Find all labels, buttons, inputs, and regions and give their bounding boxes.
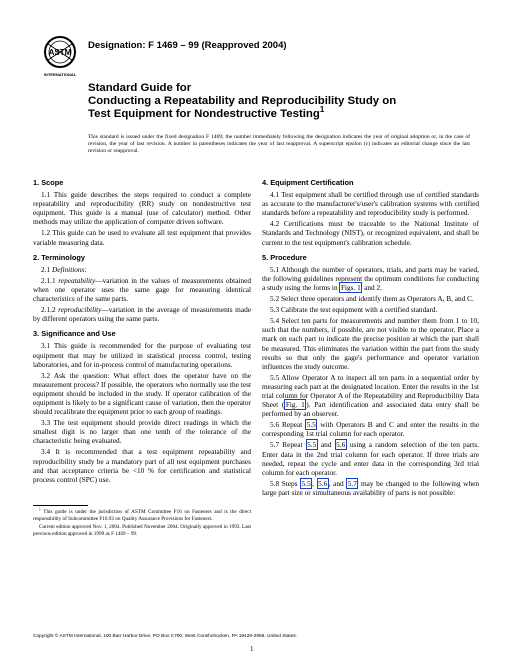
copyright-notice: Copyright © ASTM International, 100 Barr Harbor Drive, PO Box C700, West Conshohocken, PA 19428-2959, United States. — [33, 634, 298, 639]
fig-1-link[interactable]: Fig. 1 — [285, 400, 305, 410]
proc-5-5-text: 5.5 Allow Operator A to inspect all ten parts in a sequential order by measuring each part at the designated location. Enter the results in the 1st trial column for Operator A of the Repeatability and Reproducibility Data Sheet ( — [262, 372, 479, 410]
footnote-1-mark: 1 — [39, 507, 41, 512]
ref-5-5-link[interactable]: 5.5 — [301, 478, 311, 488]
sig-3-3: 3.3 The test equipment should provide direct readings in which the smallest digit is no larger than one tenth of the tolerance of the characteristic being evaluated. — [33, 418, 251, 446]
proc-5-8-and: , and — [328, 478, 347, 488]
footnote-rule — [33, 505, 88, 506]
sig-3-2: 3.2 Ask the question: What effect does the operator have on the measurement process? If possible, the operators who normally use the test equipment should be included in the study. If operator calibration of the equipment is likely to be a significant cause of variation, then the operator should recalibrate the equipment prior to each group of readings. — [33, 370, 251, 417]
term-reproducibility: reproducibility — [58, 305, 102, 315]
figs-1-link[interactable]: Figs. 1 — [340, 282, 361, 292]
cert-4-1: 4.1 Test equipment shall be certified through use of certified standards as accurate to the manufacturer's/user's calibration systems with certified standards before a repeatability and reproducibility study is performed. — [262, 190, 479, 218]
proc-5-7-tail: using a random selection of the ten parts. Enter data in the 2nd trial column for each operator. If three trials are needed, repeat the cycle and enter data in the corresponding 3rd trial column for each operator. — [262, 440, 479, 477]
ref-5-6-link[interactable]: 5.6 — [318, 478, 328, 488]
right-column — [262, 178, 479, 499]
proc-5-8-comma: , — [312, 478, 317, 488]
procedure-heading: 5. Procedure — [262, 252, 307, 262]
sig-3-1: 3.1 This guide is recommended for the purpose of evaluating test equipment that may be utilized in statistical process control, testing laboratories, and for in-process control of manufacturing operations. — [33, 341, 251, 369]
footnote-2: Current edition approved Nov. 1, 2004. Published November 2004. Originally approved in 1993. Last previous edition approved in 1999 as F 1469 – 99. — [33, 524, 251, 537]
proc-5-4: 5.4 Select ten parts for measurements and number them from 1 to 10, such that the numbers, if possible, are not visible to the operator. Place a mark on each part to indicate the precise position at which the part shall be measured. This eliminates the variation within the part from the study results so that only the gage's performance and operator variation influences the study outcome. — [262, 316, 479, 371]
proc-5-8 — [262, 479, 479, 497]
proc-5-6-text: 5.6 Repeat — [270, 420, 306, 430]
term-2-1-2-text: —variation in the average of measurements made by different operators using the same parts. — [33, 305, 251, 324]
issued-note: This standard is issued under the fixed designation F 1469; the number immediately following the designation indicates the year of original adoption or, in the case of revision, the year of last revision. A number in parentheses indicates the year of last reapproval. A superscript epsilon (ε) indicates an editorial change since the last revision or reapproval. — [88, 134, 470, 154]
significance-heading: 3. Significance and Use — [33, 329, 116, 339]
proc-5-1-tail: and 2. — [362, 282, 382, 292]
term-2-1-1-num: 2.1.1 — [41, 275, 59, 285]
logo-text: ASTM — [48, 48, 72, 57]
title-line-3-text: Test Equipment for Nondestructive Testing — [88, 108, 320, 120]
proc-5-3: 5.3 Calibrate the test equipment with a certified standard. — [270, 305, 438, 315]
proc-5-1-text: 5.1 Although the number of operators, trials, and parts may be varied, the following guidelines represent the optimum conditions for conducting a study using the forms in — [262, 264, 479, 292]
title-line-3 — [88, 105, 488, 121]
left-column — [33, 178, 251, 486]
proc-5-5 — [262, 373, 479, 418]
proc-5-8-tail: may be changed to the following when large part size or simultaneous availability of parts is not possible: — [262, 478, 479, 497]
term-repeatability: repeatability — [58, 275, 96, 285]
title-footnote-mark: 1 — [319, 105, 325, 115]
term-2-1-1-text: —variation in the values of measurements obtained when one operator uses the same gage for measuring identical characteristics of the same parts. — [33, 275, 251, 304]
astm-logo — [40, 34, 80, 82]
proc-5-2: 5.2 Select three operators and identify them as Operators A, B, and C. — [270, 294, 474, 304]
document-title — [88, 82, 488, 121]
proc-5-8-text: 5.8 Steps — [270, 478, 301, 488]
ref-5-5-link[interactable]: 5.5 — [306, 420, 316, 430]
scope-heading: 1. Scope — [33, 178, 64, 187]
title-line-1: Standard Guide for — [88, 82, 192, 94]
ref-5-6-link[interactable]: 5.6 — [336, 440, 346, 450]
proc-5-5-tail: ). Part identification and associated data entry shall be performed by an observer. — [262, 400, 480, 419]
term-2-1-2 — [33, 305, 251, 323]
term-2-1-1 — [33, 276, 251, 303]
ref-5-5-link[interactable]: 5.5 — [307, 440, 317, 450]
term-2-1-label: 2.1 — [41, 264, 52, 274]
proc-5-7 — [262, 440, 479, 476]
ref-5-7-link[interactable]: 5.7 — [347, 478, 357, 488]
terminology-heading: 2. Terminology — [33, 252, 86, 262]
logo-subtext: INTERNATIONAL — [43, 72, 77, 77]
cert-4-2: 4.2 Certifications must be traceable to the National Institute of Standards and Technology (NIST), or recognized equivalent, and shall be current to the test equipment's calibration schedule. — [262, 219, 479, 247]
scope-1-2: 1.2 This guide can be used to evaluate all test equipment that provides variable measuring data. — [33, 228, 251, 247]
proc-5-7-text: 5.7 Repeat — [270, 440, 306, 450]
term-2-1-definitions: Definitions: — [51, 264, 87, 274]
footnote-1 — [33, 509, 251, 522]
proc-5-7-and: and — [317, 440, 335, 450]
certification-heading: 4. Equipment Certification — [262, 178, 354, 187]
term-2-1-2-num: 2.1.2 — [41, 305, 59, 315]
page-number: 1 — [250, 645, 254, 653]
footnote-1-text: This guide is under the jurisdiction of ASTM Committee F16 on Fasteners and is the direct responsibility of Subcommittee F16.93 on Quality Assurance Provisions for Fasteners. — [33, 509, 252, 522]
designation: Designation: F 1469 – 99 (Reapproved 2004) — [88, 40, 287, 51]
proc-5-1 — [262, 265, 479, 292]
title-line-2: Conducting a Repeatability and Reproducibility Study on — [88, 95, 397, 107]
sig-3-4: 3.4 It is recommended that a test equipment repeatability and reproducibility study be a mandatory part of all test equipment purchases and that acceptance criteria be <10 % for certification and statistical process control (SPC) use. — [33, 447, 251, 484]
footnotes — [33, 509, 251, 539]
term-2-1 — [33, 265, 251, 274]
proc-5-6-tail: with Operators B and C and enter the results in the corresponding 1st trial column for each operator. — [262, 420, 479, 439]
proc-5-6 — [262, 420, 479, 438]
scope-1-1: 1.1 This guide describes the steps required to conduct a complete repeatability and reproducibility (RR) study on nondestructive test equipment. This guide is a manual (use of calculator) method. Other methods may utilize the application of computer driven software. — [33, 190, 251, 227]
